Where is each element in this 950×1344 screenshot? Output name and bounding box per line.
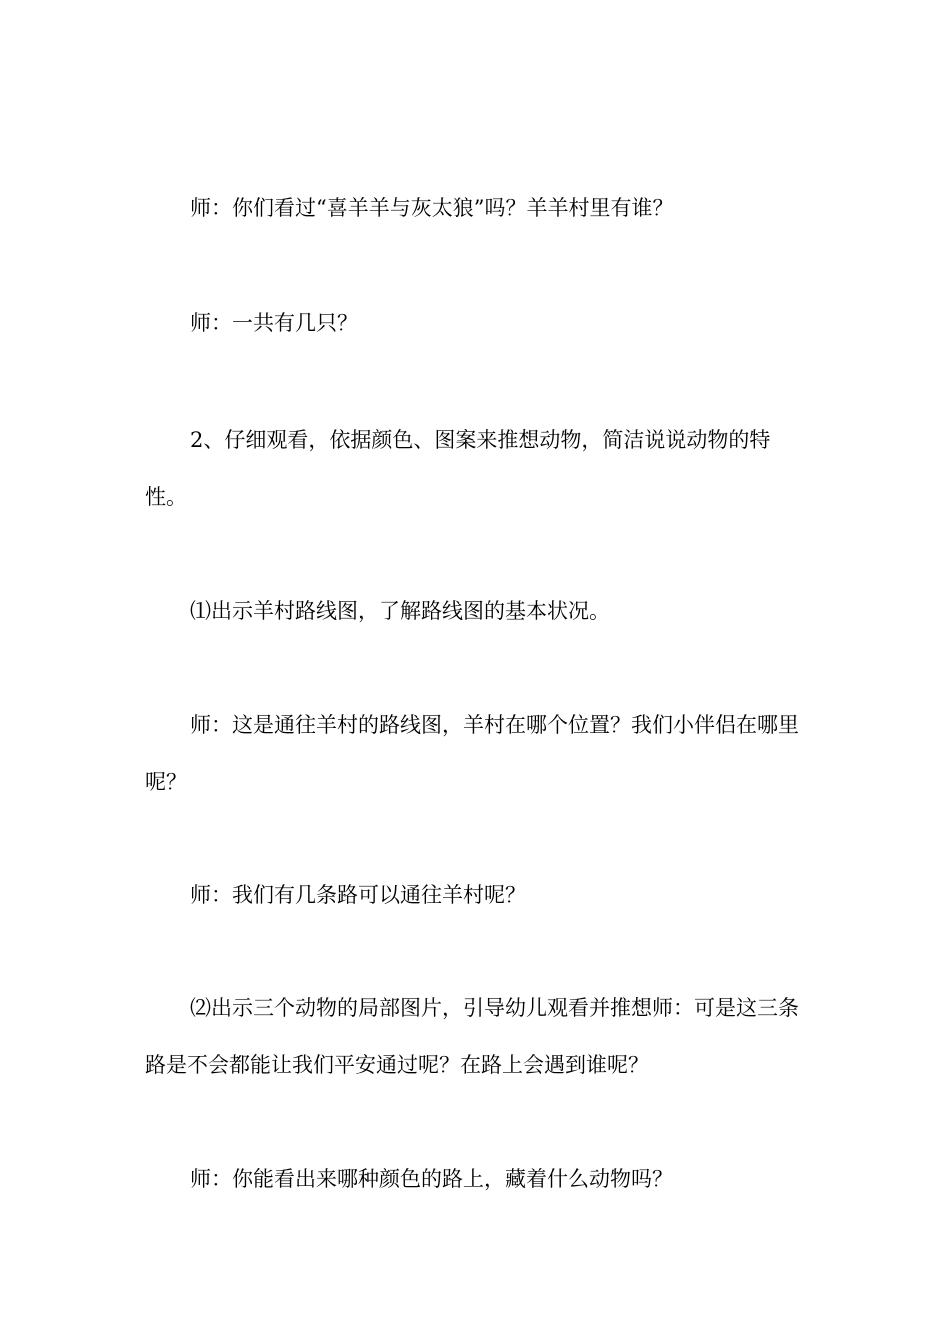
paragraph-3: 2、仔细观看，依据颜色、图案来推想动物，简洁说说动物的特性。	[145, 428, 771, 509]
paragraph-6: 师：我们有几条路可以通往羊村呢？	[190, 883, 526, 907]
paragraph-4: ⑴出示羊村路线图，了解路线图的基本状况。	[190, 599, 610, 623]
paragraph-8: 师：你能看出来哪种颜色的路上，藏着什么动物吗？	[190, 1167, 673, 1191]
paragraph-1: 师：你们看过“喜羊羊与灰太狼”吗？羊羊村里有谁？	[190, 196, 674, 220]
paragraph-5: 师：这是通往羊村的路线图，羊村在哪个位置？我们小伴侣在哪里呢？	[145, 713, 799, 794]
paragraph-7: ⑵出示三个动物的局部图片，引导幼儿观看并推想师：可是这三条路是不会都能让我们平安通过呢？在路上会遇到谁呢？	[145, 996, 799, 1077]
paragraph-2: 师：一共有几只？	[190, 311, 358, 335]
